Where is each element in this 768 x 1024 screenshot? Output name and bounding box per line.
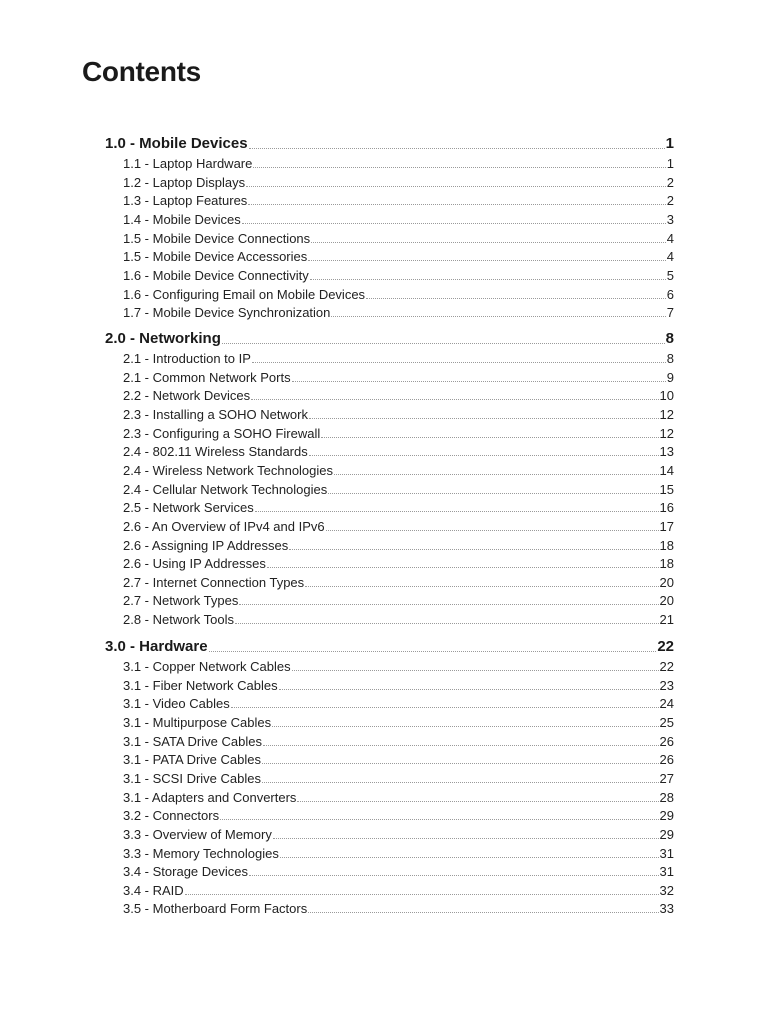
dot-leader — [249, 875, 659, 876]
page-number: 12 — [659, 426, 674, 441]
section-title: 2.0 - Networking — [105, 330, 221, 347]
page-number: 1 — [665, 135, 674, 152]
toc-entry[interactable] — [123, 676, 674, 693]
dot-leader — [253, 167, 665, 168]
toc-entry[interactable] — [123, 368, 674, 385]
section-title: 3.0 - Hardware — [105, 638, 208, 655]
entry-title: 3.4 - RAID — [123, 883, 184, 898]
entry-title: 2.1 - Introduction to IP — [123, 351, 251, 366]
dot-leader — [292, 670, 659, 671]
entry-title: 3.5 - Motherboard Form Factors — [123, 901, 308, 916]
page-number: 25 — [659, 715, 674, 730]
toc-entry[interactable] — [123, 750, 674, 767]
page-number: 33 — [659, 901, 674, 916]
entry-title: 2.4 - Cellular Network Technologies — [123, 482, 328, 497]
dot-leader — [279, 689, 659, 690]
page-number: 20 — [659, 593, 674, 608]
entry-title: 3.1 - SCSI Drive Cables — [123, 771, 261, 786]
page-number: 4 — [666, 231, 674, 246]
toc-entry[interactable] — [123, 229, 674, 246]
entry-title: 2.8 - Network Tools — [123, 612, 235, 627]
entry-title: 3.4 - Storage Devices — [123, 864, 249, 879]
entry-title: 1.4 - Mobile Devices — [123, 212, 241, 227]
dot-leader — [246, 186, 666, 187]
entry-title: 3.1 - Multipurpose Cables — [123, 715, 272, 730]
dot-leader — [311, 242, 666, 243]
page-number: 20 — [659, 575, 674, 590]
toc-entry[interactable] — [123, 844, 674, 861]
dot-leader — [292, 381, 666, 382]
page-number: 5 — [666, 268, 674, 283]
toc-entry[interactable] — [123, 285, 674, 302]
dot-leader — [249, 148, 665, 149]
dot-leader — [321, 437, 658, 438]
dot-leader — [231, 707, 659, 708]
dot-leader — [252, 362, 666, 363]
dot-leader — [309, 418, 659, 419]
dot-leader — [308, 912, 658, 913]
entry-title: 2.3 - Installing a SOHO Network — [123, 407, 308, 422]
entry-title: 3.1 - SATA Drive Cables — [123, 734, 262, 749]
toc-entry[interactable] — [123, 806, 674, 823]
page-number: 17 — [659, 519, 674, 534]
toc-entry[interactable] — [123, 461, 674, 478]
toc-section-entry[interactable] — [105, 637, 674, 655]
dot-leader — [280, 857, 659, 858]
dot-leader — [222, 343, 665, 344]
toc-entry[interactable] — [123, 480, 674, 497]
entry-title: 3.1 - PATA Drive Cables — [123, 752, 261, 767]
page-number: 14 — [659, 463, 674, 478]
entry-title: 2.2 - Network Devices — [123, 388, 251, 403]
toc-entry[interactable] — [123, 788, 674, 805]
toc-entry[interactable] — [123, 536, 674, 553]
page-number: 26 — [659, 734, 674, 749]
page-number: 23 — [659, 678, 674, 693]
dot-leader — [267, 567, 659, 568]
page-number: 31 — [659, 846, 674, 861]
dot-leader — [308, 260, 666, 261]
entry-title: 1.7 - Mobile Device Synchronization — [123, 305, 331, 320]
page-number: 29 — [659, 827, 674, 842]
entry-title: 3.1 - Video Cables — [123, 696, 230, 711]
entry-title: 3.1 - Copper Network Cables — [123, 659, 291, 674]
page-number: 3 — [666, 212, 674, 227]
entry-title: 2.6 - An Overview of IPv4 and IPv6 — [123, 519, 325, 534]
dot-leader — [220, 819, 658, 820]
toc-entry[interactable] — [123, 442, 674, 459]
page-number: 9 — [666, 370, 674, 385]
page-number: 27 — [659, 771, 674, 786]
page-number: 22 — [657, 638, 674, 655]
dot-leader — [242, 223, 666, 224]
page-number: 8 — [666, 351, 674, 366]
dot-leader — [289, 549, 658, 550]
toc-entry[interactable] — [123, 266, 674, 283]
page-number: 29 — [659, 808, 674, 823]
entry-title: 2.5 - Network Services — [123, 500, 254, 515]
entry-title: 3.1 - Adapters and Converters — [123, 790, 297, 805]
toc-entry[interactable] — [123, 517, 674, 534]
dot-leader — [326, 530, 659, 531]
entry-title: 1.6 - Mobile Device Connectivity — [123, 268, 309, 283]
page-title: Contents — [82, 56, 201, 87]
toc-section-entry[interactable] — [105, 329, 674, 347]
dot-leader — [255, 511, 659, 512]
dot-leader — [305, 586, 658, 587]
dot-leader — [272, 726, 658, 727]
toc-entry[interactable] — [123, 769, 674, 786]
dot-leader — [297, 801, 658, 802]
dot-leader — [263, 745, 659, 746]
dot-leader — [262, 763, 659, 764]
toc-entry[interactable] — [123, 554, 674, 571]
dot-leader — [209, 651, 657, 652]
toc-entry[interactable] — [123, 247, 674, 264]
page-number: 24 — [659, 696, 674, 711]
toc-entry[interactable] — [123, 349, 674, 366]
toc-entry[interactable] — [123, 154, 674, 171]
toc-entry[interactable] — [123, 424, 674, 441]
page-number: 22 — [659, 659, 674, 674]
page-number: 10 — [659, 388, 674, 403]
dot-leader — [273, 838, 659, 839]
entry-title: 2.7 - Network Types — [123, 593, 239, 608]
entry-title: 1.2 - Laptop Displays — [123, 175, 246, 190]
toc-entry[interactable] — [123, 657, 674, 674]
dot-leader — [248, 204, 665, 205]
entry-title: 1.1 - Laptop Hardware — [123, 156, 253, 171]
page-number: 31 — [659, 864, 674, 879]
dot-leader — [262, 782, 659, 783]
toc-entry[interactable] — [123, 573, 674, 590]
toc-entry[interactable] — [123, 694, 674, 711]
page-number: 28 — [659, 790, 674, 805]
toc-entry[interactable] — [123, 899, 674, 916]
page-number: 6 — [666, 287, 674, 302]
entry-title: 1.6 - Configuring Email on Mobile Devices — [123, 287, 366, 302]
dot-leader — [366, 298, 666, 299]
toc-entry[interactable] — [123, 498, 674, 515]
page-number: 18 — [659, 538, 674, 553]
toc-entry[interactable] — [123, 191, 674, 208]
dot-leader — [331, 316, 665, 317]
dot-leader — [328, 493, 658, 494]
toc-entry[interactable] — [123, 732, 674, 749]
page-number: 8 — [665, 330, 674, 347]
entry-title: 3.2 - Connectors — [123, 808, 220, 823]
toc-entry[interactable] — [123, 303, 674, 320]
page-number: 4 — [666, 249, 674, 264]
toc-entry[interactable] — [123, 825, 674, 842]
entry-title: 3.3 - Overview of Memory — [123, 827, 272, 842]
toc-entry[interactable] — [123, 610, 674, 627]
entry-title: 2.3 - Configuring a SOHO Firewall — [123, 426, 321, 441]
toc-entry[interactable] — [123, 713, 674, 730]
dot-leader — [185, 894, 659, 895]
entry-title: 1.3 - Laptop Features — [123, 193, 248, 208]
dot-leader — [310, 279, 666, 280]
page-number: 2 — [666, 193, 674, 208]
page-number: 26 — [659, 752, 674, 767]
page-number: 32 — [659, 883, 674, 898]
toc-entry[interactable] — [123, 591, 674, 608]
page-number: 1 — [666, 156, 674, 171]
dot-leader — [251, 399, 658, 400]
page-number: 2 — [666, 175, 674, 190]
page-number: 12 — [659, 407, 674, 422]
dot-leader — [239, 604, 658, 605]
toc-entry[interactable] — [123, 405, 674, 422]
section-title: 1.0 - Mobile Devices — [105, 135, 248, 152]
toc-entry[interactable] — [123, 862, 674, 879]
entry-title: 2.4 - 802.11 Wireless Standards — [123, 444, 308, 459]
entry-title: 1.5 - Mobile Device Connections — [123, 231, 311, 246]
entry-title: 2.6 - Assigning IP Addresses — [123, 538, 289, 553]
dot-leader — [309, 455, 659, 456]
entry-title: 2.7 - Internet Connection Types — [123, 575, 305, 590]
toc-section-entry[interactable] — [105, 134, 674, 152]
entry-title: 2.6 - Using IP Addresses — [123, 556, 266, 571]
toc-entry[interactable] — [123, 210, 674, 227]
toc-entry[interactable] — [123, 881, 674, 898]
page-number: 18 — [659, 556, 674, 571]
entry-title: 2.1 - Common Network Ports — [123, 370, 291, 385]
page-number: 21 — [659, 612, 674, 627]
dot-leader — [235, 623, 659, 624]
entry-title: 3.3 - Memory Technologies — [123, 846, 279, 861]
entry-title: 1.5 - Mobile Device Accessories — [123, 249, 308, 264]
toc-entry[interactable] — [123, 173, 674, 190]
entry-title: 2.4 - Wireless Network Technologies — [123, 463, 334, 478]
page-number: 16 — [659, 500, 674, 515]
page-number: 7 — [666, 305, 674, 320]
page-number: 15 — [659, 482, 674, 497]
entry-title: 3.1 - Fiber Network Cables — [123, 678, 278, 693]
dot-leader — [334, 474, 659, 475]
toc-entry[interactable] — [123, 386, 674, 403]
page-number: 13 — [659, 444, 674, 459]
